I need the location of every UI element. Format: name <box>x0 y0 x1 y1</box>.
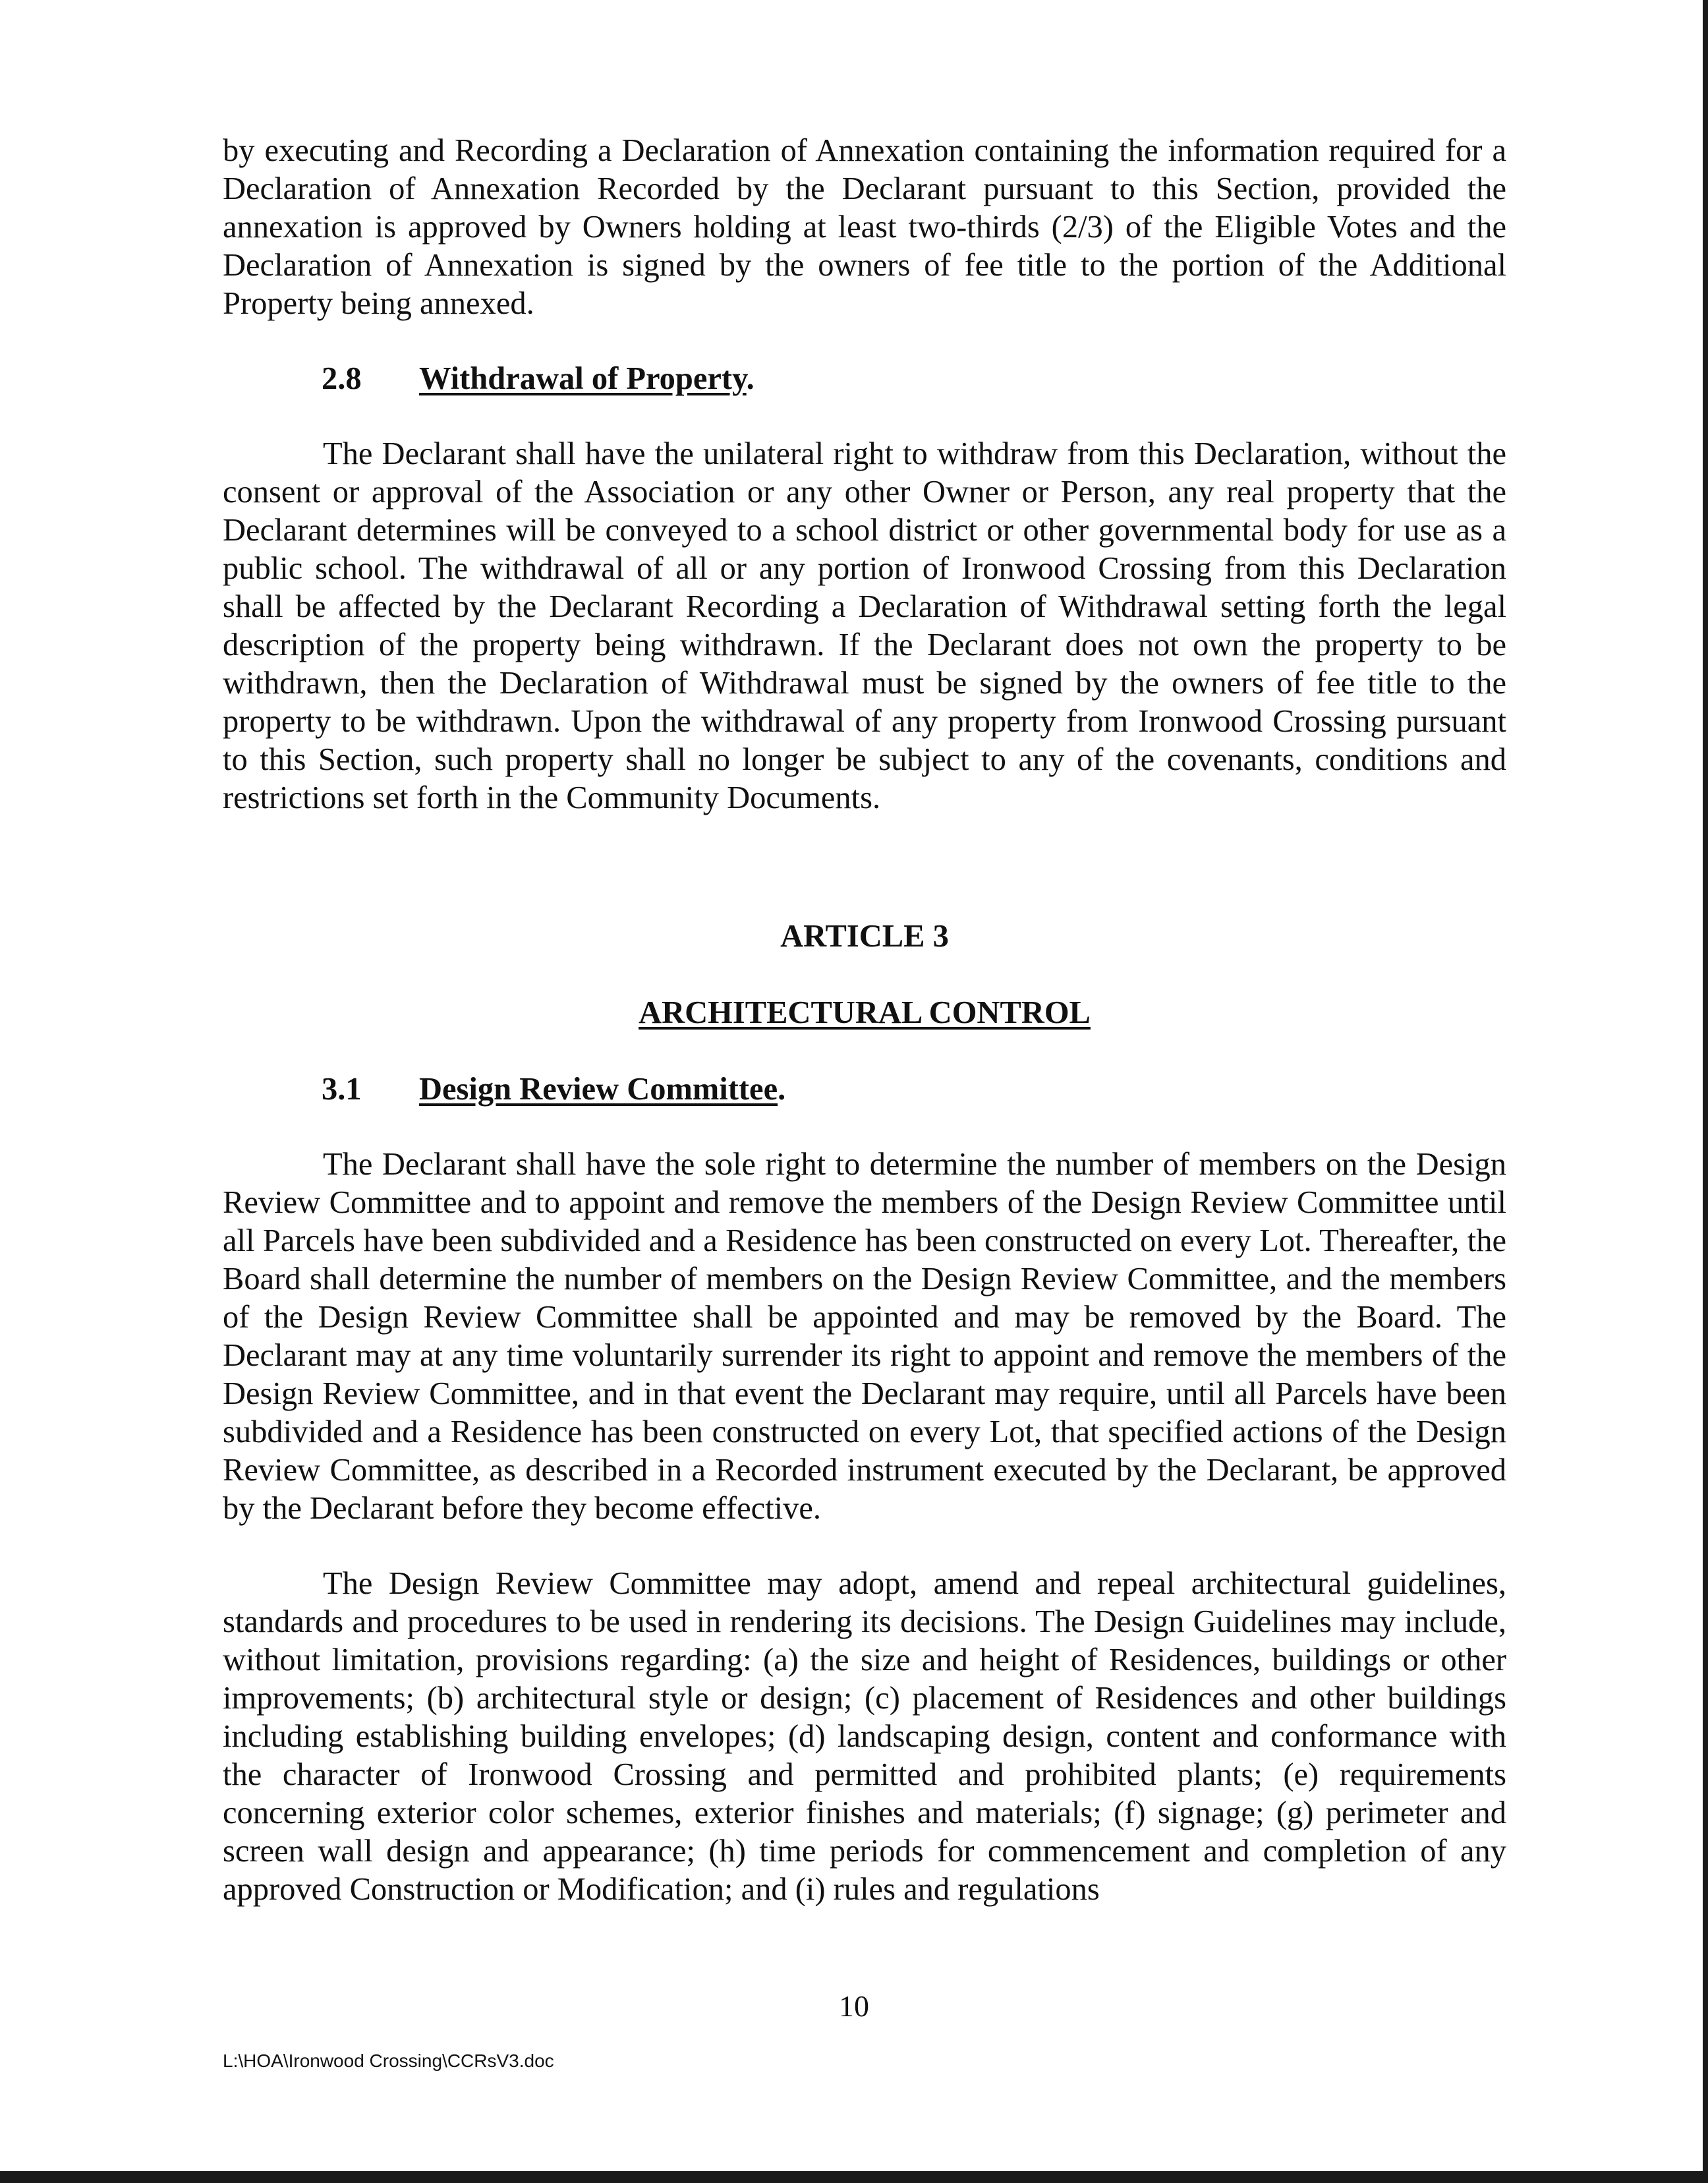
section-3-1-body-1: The Declarant shall have the sole right to determine the number of members on the Design Review Committee and to appoint and remove the members of the Design Review Committee until all Parcels have been subdivided and a Residence has been constructed on every Lot. Thereafter, the Board shall determine the number of members on the Design Review Committee, and the members of the Design Review Committee shall be appointed and may be removed by the Board. The Declarant may at any time voluntarily surrender its right to appoint and remove the members of the Design Review Committee, and in that event the Declarant may require, until all Parcels have been subdivided and a Residence has been constructed on every Lot, that specified actions of the Design Review Committee, as described in a Recorded instrument executed by the Declarant, be approved by the Declarant before they become effective. <box>223 1147 1506 1526</box>
opening-paragraph: by executing and Recording a Declaration of Annexation containing the information required for a Declaration of Annexation Recorded by the Declarant pursuant to this Section, provided the annexation is approved by Owners holding at least two-thirds (2/3) of the Eligible Votes and the Declaration of Annexation is signed by the owners of fee title to the portion of the Additional Property being annexed. <box>223 133 1506 321</box>
section-number: 2.8 <box>322 361 362 396</box>
section-title: Withdrawal of Property <box>419 361 747 396</box>
footer-file-path: L:\HOA\Ironwood Crossing\CCRsV3.doc <box>223 2051 554 2071</box>
section-number: 3.1 <box>322 1072 362 1107</box>
article-title: ARCHITECTURAL CONTROL <box>639 995 1091 1030</box>
section-title: Design Review Committee <box>419 1072 778 1107</box>
scan-edge-bottom <box>0 2171 1708 2183</box>
section-title-period: . <box>746 361 754 396</box>
page-number: 10 <box>839 1989 869 2023</box>
section-3-1-heading <box>223 1070 1506 1109</box>
scan-edge-right <box>1703 0 1708 2183</box>
section-2-8-body: The Declarant shall have the unilateral right to withdraw from this Declaration, without the consent or approval of the Association or any other Owner or Person, any real property that the Declarant determines will be conveyed to a school district or other governmental body for use as a public school. The withdrawal of all or any portion of Ironwood Crossing from this Declaration shall be affected by the Declarant Recording a Declaration of Withdrawal setting forth the legal description of the property being withdrawn. If the Declarant does not own the property to be withdrawn, then the Declaration of Withdrawal must be signed by the owners of fee title to the property to be withdrawn. Upon the withdrawal of any property from Ironwood Crossing pursuant to this Section, such property shall no longer be subject to any of the covenants, conditions and restrictions set forth in the Community Documents. <box>223 436 1506 815</box>
section-2-8-heading <box>223 360 1506 398</box>
section-title-period: . <box>778 1072 786 1107</box>
section-3-1-body-2: The Design Review Committee may adopt, amend and repeal architectural guidelines, standards and procedures to be used in rendering its decisions. The Design Guidelines may include, without limitation, provisions regarding: (a) the size and height of Residences, buildings or other improvements; (b) architectural style or design; (c) placement of Residences and other buildings including establishing building envelopes; (d) landscaping design, content and conformance with the character of Ironwood Crossing and permitted and prohibited plants; (e) requirements concerning exterior color schemes, exterior finishes and materials; (f) signage; (g) perimeter and screen wall design and appearance; (h) time periods for commencement and completion of any approved Construction or Modification; and (i) rules and regulations <box>223 1566 1506 1907</box>
page-content <box>223 132 1506 1909</box>
article-label: ARTICLE 3 <box>780 919 949 954</box>
